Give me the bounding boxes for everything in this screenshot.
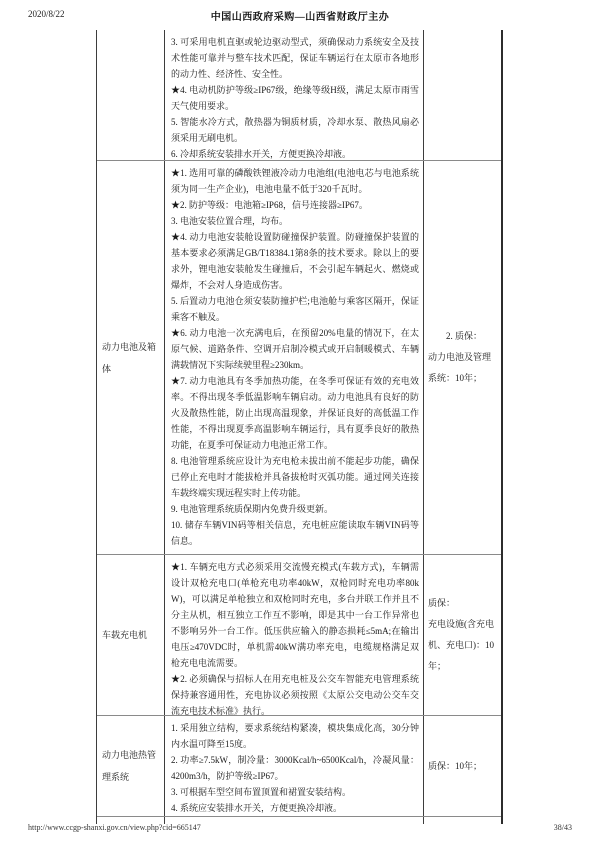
warranty-text: 充电设施(含充电机、充电口)：10年； <box>428 619 494 671</box>
spec-item: ★1. 车辆充电方式必须采用交流慢充模式(车载方式)，车辆需设计双枪充电口(单枪充电功率40kW，双枪同时充电功率80kW)，可以满足单枪独立和双枪同时充电，多台并联工作并且不分主从机，相互独立工作互不影响，即是其中一台工作异常也不影响另外一台工作。低压供应输入的静态损耗≤5mA;在输出电压≥470VDC时，单机需40kW满功率充电，电缆规格满足双枪充电电流需要。 <box>171 562 419 668</box>
spec-item: 6. 冷却系统安装排水开关，方便更换冷却液。 <box>171 149 352 159</box>
spec-item: ★6. 动力电池一次充满电后，在预留20%电量的情况下，在太原气候、道路条件、空调开启制冷模式或开启制暖模式、车辆满载情况下实际续驶里程≥230km。 <box>171 328 419 370</box>
table-row <box>97 555 501 716</box>
warranty-text: 2. 质保： <box>446 331 483 341</box>
spec-item: 8. 电池管理系统应设计为充电枪未拔出前不能起步功能，确保已停止充电时才能拔枪并具备拔枪时灭弧功能。通过网关连接车载终端实现远程实时上传功能。 <box>171 456 419 498</box>
spec-item: ★7. 动力电池具有冬季加热功能，在冬季可保证有效的充电效率。不得出现冬季低温影响车辆启动。动力电池具有良好的防火及散热性能，防止出现高温现象，并保证良好的高低温工作性能，不得出现夏季高温影响车辆运行，具有夏季良好的散热功能，在夏季可保证动力电池正常工作。 <box>171 376 419 450</box>
page-title: 中国山西政府采购—山西省财政厅主办 <box>210 12 390 23</box>
empty-cell <box>165 817 424 824</box>
spec-content-cell <box>165 30 424 160</box>
spec-content-cell <box>165 555 424 715</box>
spec-category-label: 动力电池热管理系统 <box>102 750 157 782</box>
spec-item: 3. 可根据车型空间布置顶置和裙置安装结构。 <box>171 787 352 797</box>
spec-item: 3. 可采用电机直驱或轮边驱动型式，须确保动力系统安全及技术性能可靠并与整车技术匹配，保证车辆运行在太原市各地形的动力性、经济性、安全性。 <box>171 37 419 79</box>
table-row <box>97 30 501 161</box>
spec-item: 9. 电池管理系统质保期内免费升级更新。 <box>171 504 334 514</box>
warranty-cell <box>424 161 501 554</box>
spec-item: ★4. 电动机防护等级≥IP67级，绝缘等级H级，满足太原市雨雪天气使用要求。 <box>171 85 419 111</box>
table-row <box>97 716 501 817</box>
source-url: http://www.ccgp-shanxi.gov.cn/view.php?cid=665147 <box>28 823 201 832</box>
warranty-text: 质保： <box>428 598 456 608</box>
warranty-cell <box>424 716 501 816</box>
spec-category-cell <box>97 716 165 816</box>
spec-category-cell <box>97 30 165 160</box>
spec-item: ★2. 必须确保与招标人在用充电桩及公交车智能充电管理系统保持兼容通用性，充电协议必须按照《太原公交电动公交车交流充电技术标准》执行。 <box>171 674 419 715</box>
spec-category-label: 车载充电机 <box>102 630 148 640</box>
spec-item: 10. 储存车辆VIN码等相关信息，充电桩应能读取车辆VIN码等信息。 <box>171 520 419 546</box>
spec-item: ★4. 动力电池安装舱设置防碰撞保护装置。防碰撞保护装置的基本要求必须满足GB/T18384.1第8条的技术要求。除以上的要求外，锂电池安装舱发生碰撞后，不会引起车辆起火、燃烧或爆炸，不会对人身造成伤害。 <box>171 232 419 290</box>
spec-content-cell <box>165 161 424 554</box>
spec-item: ★2. 防护等级：电池箱≥IP68，信号连接器≥IP67。 <box>171 200 368 210</box>
warranty-cell <box>424 30 501 160</box>
print-date: 2020/8/22 <box>28 9 65 19</box>
spec-item: 3. 电池安装位置合理，均布。 <box>171 216 289 226</box>
table-row <box>97 161 501 555</box>
spec-item: 5. 智能水冷方式，散热器为铜质材质，冷却水泵、散热风扇必须采用无刷电机。 <box>171 117 419 143</box>
spec-category-label: 动力电池及箱体 <box>102 341 157 374</box>
warranty-text: 质保：10年； <box>428 760 483 771</box>
spec-content-cell <box>165 716 424 816</box>
spec-item: 5. 后置动力电池仓须安装防撞护栏;电池舱与乘客区隔开，保证乘客不触及。 <box>171 296 419 322</box>
spec-table <box>96 30 503 824</box>
warranty-cell <box>424 555 501 715</box>
spec-item: 4. 系统应安装排水开关，方便更换冷却液。 <box>171 803 343 813</box>
empty-cell <box>424 817 501 824</box>
page-number: 38/43 <box>553 823 572 832</box>
warranty-text: 动力电池及管理系统：10年； <box>428 352 492 383</box>
spec-item: 1. 采用独立结构，要求系统结构紧凑，模块集成化高，30分钟内水温可降至15度。 <box>171 723 419 749</box>
spec-item: 2. 功率≥7.5kW，制冷量：3000Kcal/h~6500Kcal/h，冷凝风量：4200m3/h，防护等级≥IP67。 <box>171 755 419 781</box>
spec-category-cell <box>97 161 165 554</box>
spec-item: ★1. 选用可靠的磷酸铁锂液冷动力电池组(电池电芯与电池系统须为同一生产企业)，电池电量不低于320千瓦时。 <box>171 168 419 194</box>
spec-category-cell <box>97 555 165 715</box>
